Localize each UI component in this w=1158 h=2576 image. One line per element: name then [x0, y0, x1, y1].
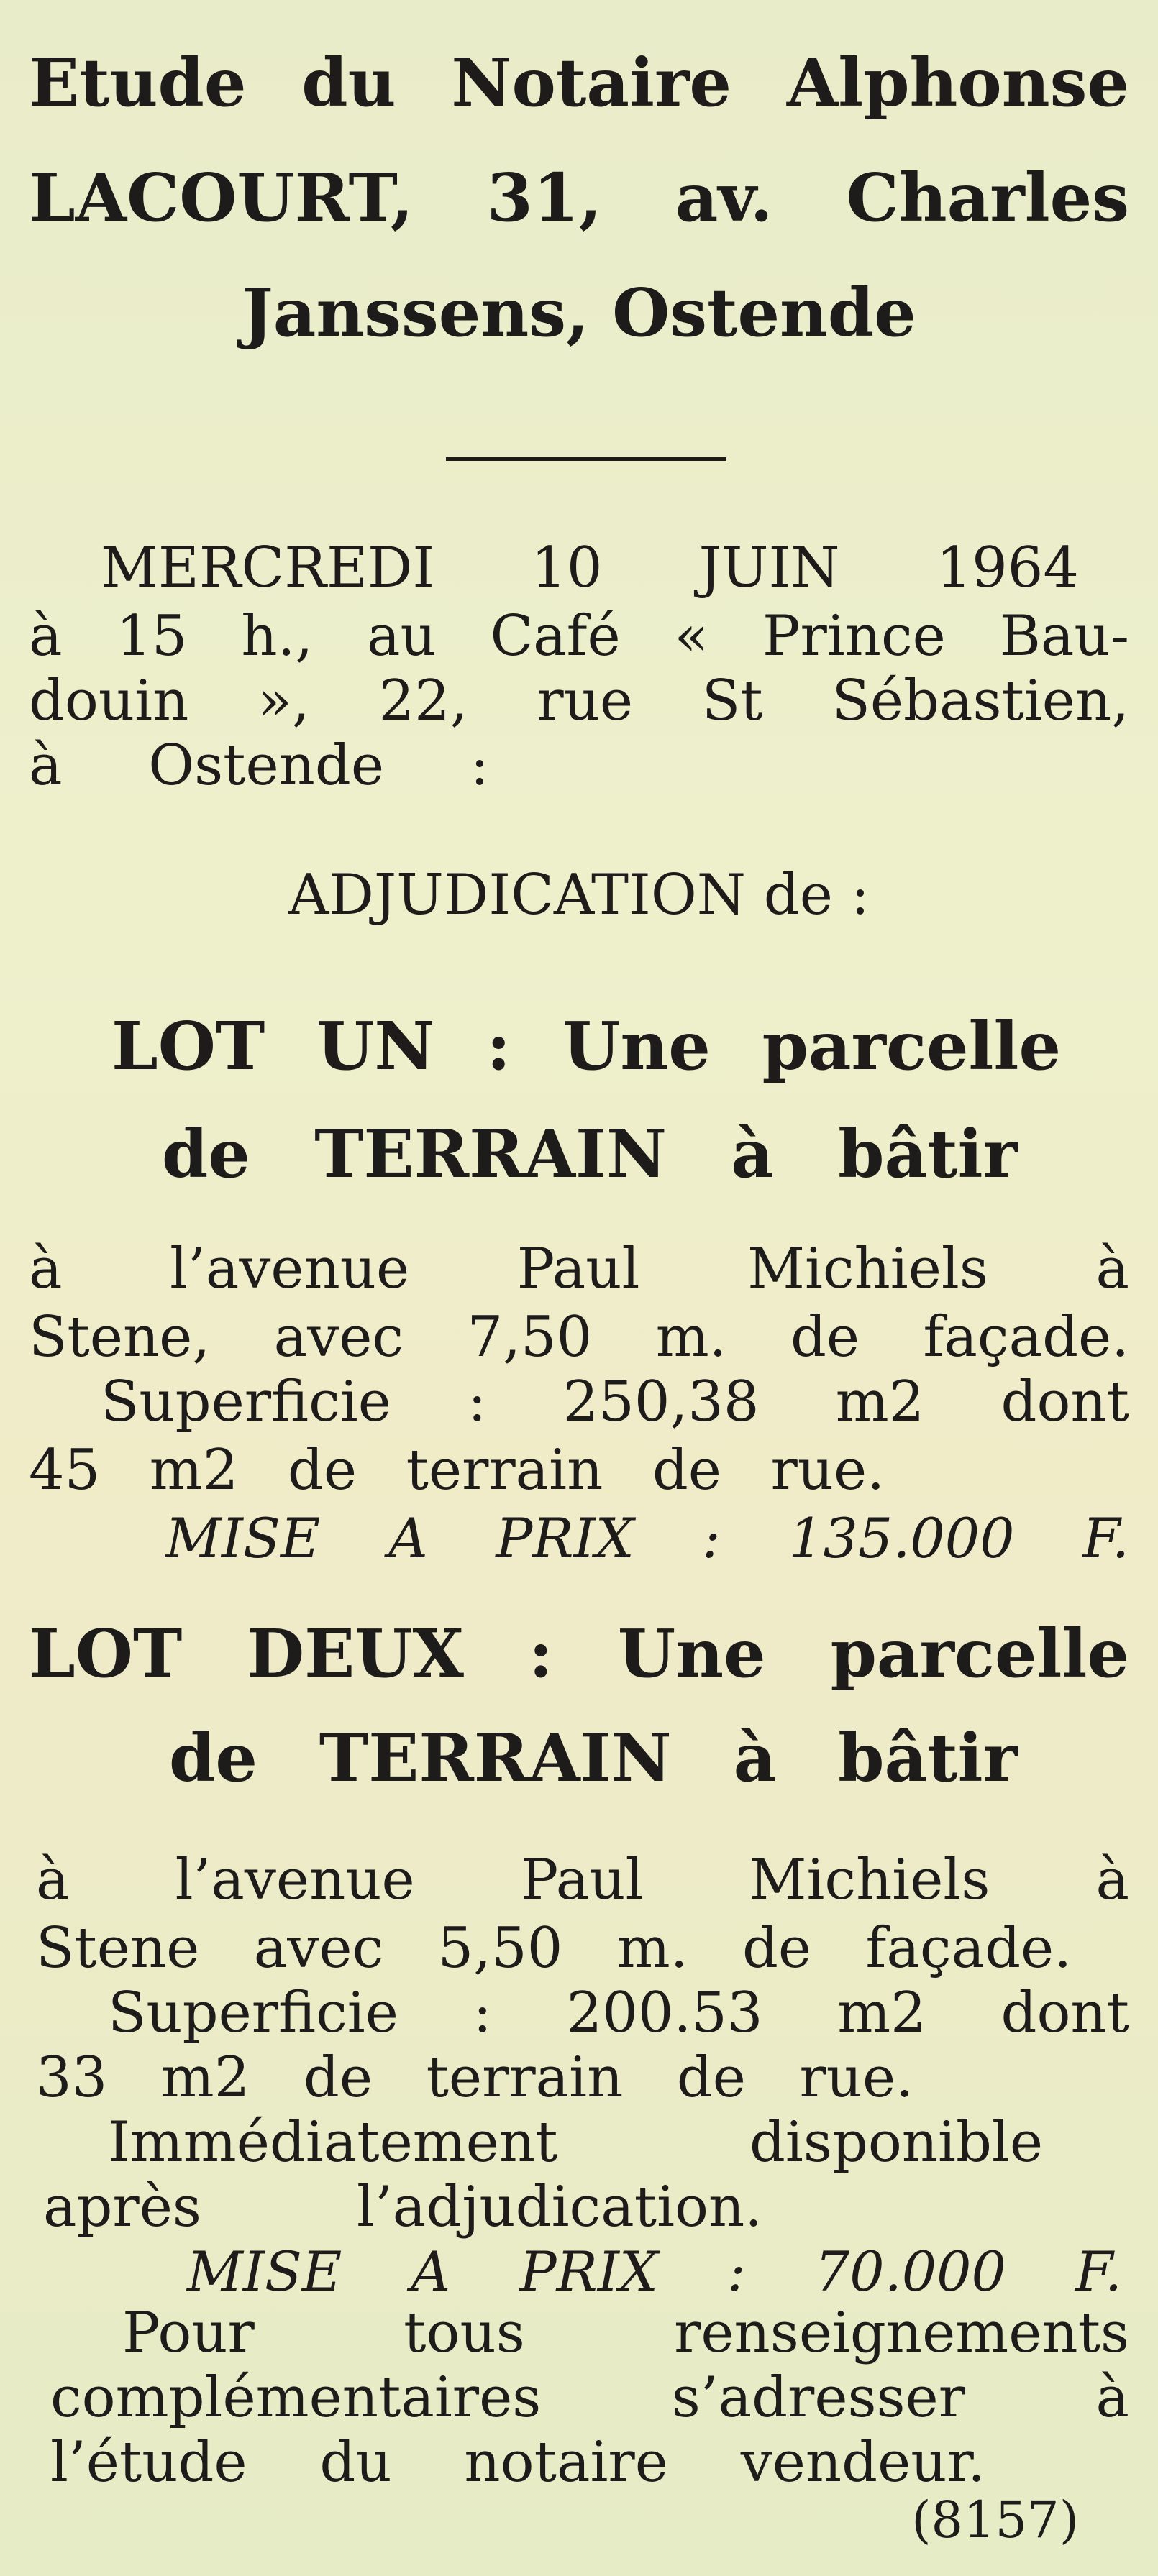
- sale-time-place: à 15 h., au Café « Prince Bau-: [29, 604, 1129, 669]
- notary-office-line-1: Etude du Notaire Alphonse: [29, 44, 1129, 122]
- sale-city: à Ostende :: [29, 733, 489, 798]
- lot-2-street-land: 33 m2 de terrain de rue.: [36, 2045, 913, 2110]
- lot-1-street-land: 45 m2 de terrain de rue.: [29, 1438, 885, 1503]
- adjudication-title: ADJUDICATION de :: [288, 863, 870, 927]
- info-line-3: l’étude du notaire vendeur.: [50, 2430, 985, 2495]
- lot-1-location: à l’avenue Paul Michiels à: [29, 1237, 1129, 1301]
- lot-1-heading-line-2: de TERRAIN à bâtir: [162, 1115, 1018, 1193]
- reference-number: (8157): [911, 2490, 1079, 2549]
- info-line-1: Pour tous renseignements: [122, 2301, 1129, 2365]
- lot-2-heading-line-1: LOT DEUX : Une parcelle: [29, 1615, 1129, 1692]
- info-line-2: complémentaires s’adresser à: [50, 2365, 1129, 2430]
- lot-2-frontage: Stene avec 5,50 m. de façade.: [36, 1916, 1072, 1981]
- header-divider: [446, 457, 726, 461]
- lot-1-frontage: Stene, avec 7,50 m. de façade.: [29, 1305, 1129, 1370]
- lot-2-starting-price: MISE A PRIX : 70.000 F.: [187, 2240, 1122, 2304]
- notice-clipping: [29, 29, 1129, 2549]
- lot-2-location: à l’avenue Paul Michiels à: [36, 1848, 1129, 1912]
- lot-1-starting-price: MISE A PRIX : 135.000 F.: [165, 1506, 1129, 1570]
- lot-2-availability: Immédiatement disponible: [108, 2110, 1043, 2175]
- lot-2-area: Superficie : 200.53 m2 dont: [108, 1981, 1129, 2045]
- lot-2-availability-cont: après l’adjudication.: [43, 2175, 762, 2240]
- notary-office-line-3: Janssens, Ostende: [242, 274, 916, 352]
- sale-address: douin », 22, rue St Sébastien,: [29, 669, 1129, 733]
- sale-date: MERCREDI 10 JUIN 1964: [101, 536, 1079, 600]
- notary-office-line-2: LACOURT, 31, av. Charles: [29, 159, 1129, 237]
- lot-1-heading-line-1: LOT UN : Une parcelle: [111, 1007, 1061, 1085]
- lot-1-area: Superficie : 250,38 m2 dont: [101, 1370, 1129, 1434]
- lot-2-heading-line-2: de TERRAIN à bâtir: [169, 1719, 1018, 1797]
